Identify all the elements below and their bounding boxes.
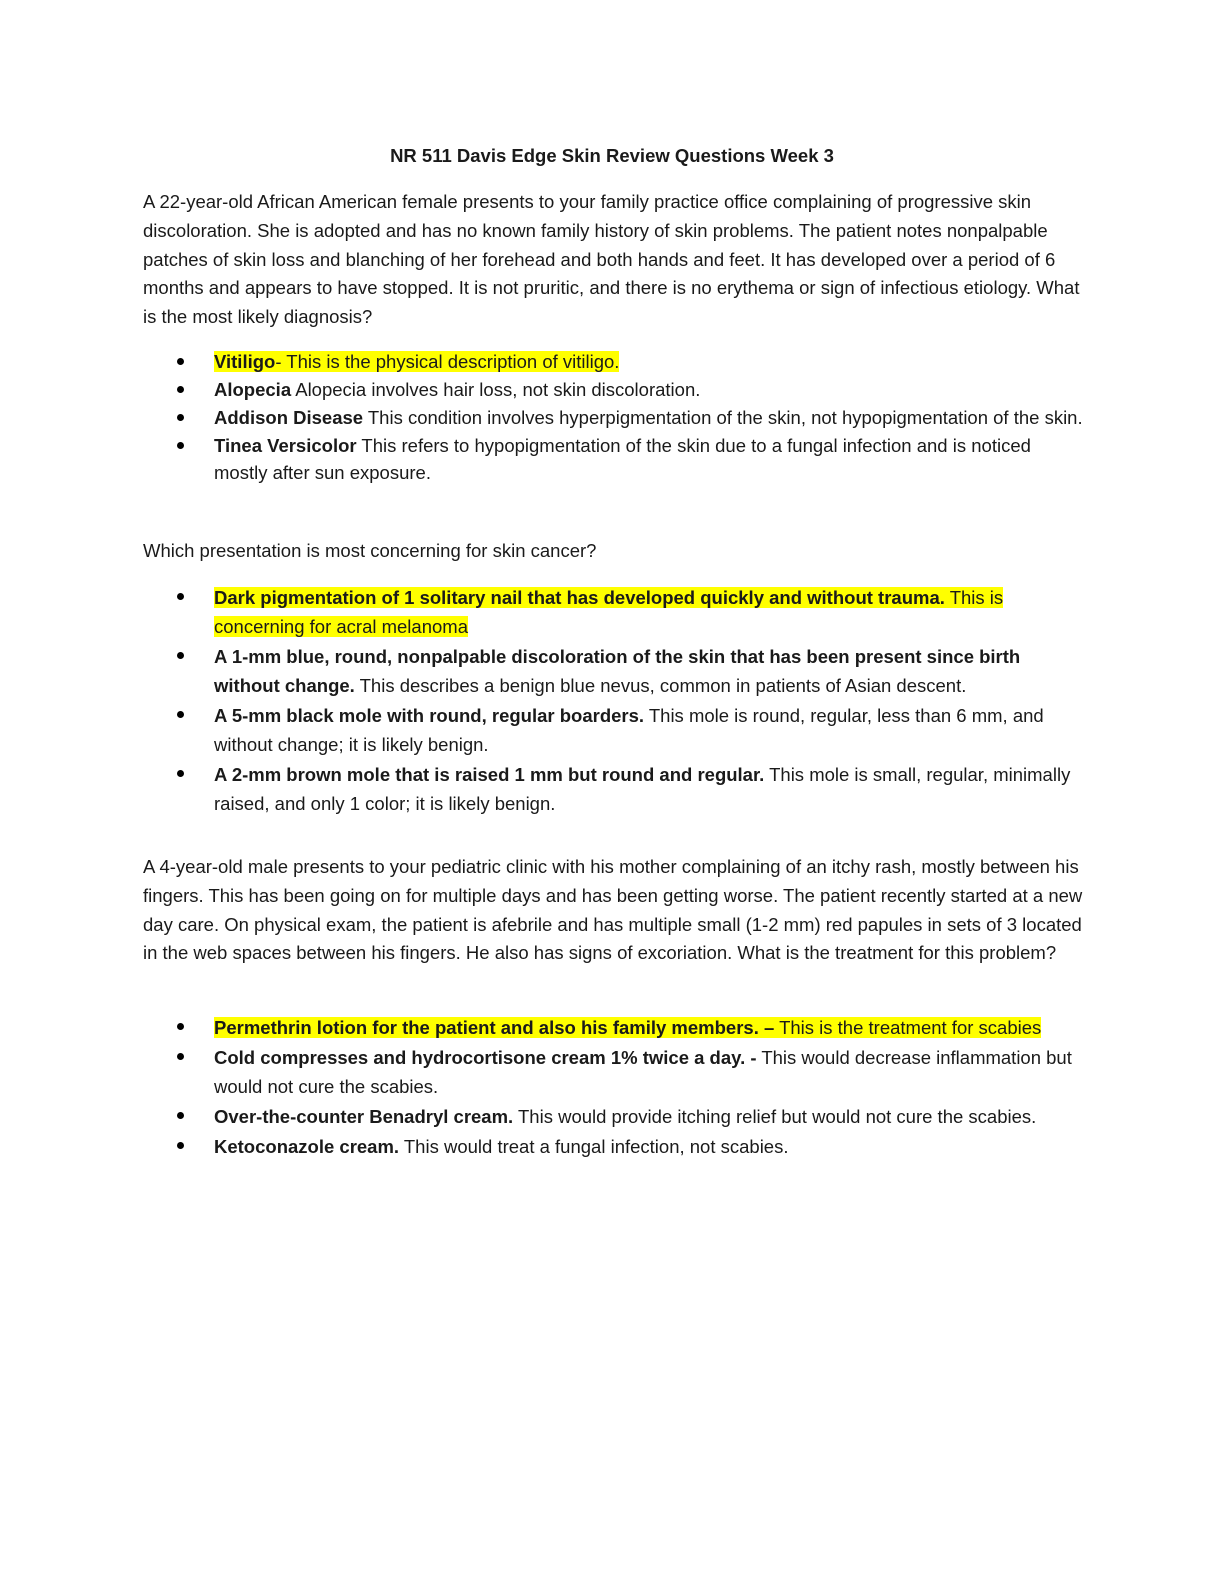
option-term: Ketoconazole cream. [214,1136,400,1157]
option-explanation: This is the treatment for scabies [774,1017,1042,1038]
option-term: Cold compresses and hydrocortisone cream 1% twice a day. - [214,1047,757,1068]
bullet-icon [177,442,184,449]
option-explanation: This mole is round, regular, less than 6 mm, and without change; it is likely benign. [214,705,1044,755]
answer-option [143,583,1083,641]
option-explanation: This would treat a fungal infection, not scabies. [399,1136,789,1157]
option-explanation: This refers to hypopigmentation of the skin due to a fungal infection and is noticed mostly after sun exposure. [214,435,1031,483]
answer-option [143,701,1083,759]
answer-option [143,376,1083,403]
bullet-icon [177,414,184,421]
bullet-icon [177,711,184,718]
bullet-icon [177,1112,184,1119]
option-explanation: - This is the physical description of vitiligo. [275,351,620,372]
answer-option [143,1102,1083,1131]
question-1-options [143,348,1083,486]
answer-option [143,1043,1083,1101]
bullet-icon [177,358,184,365]
document-title: NR 511 Davis Edge Skin Review Questions Week 3 [390,145,834,166]
answer-option [143,642,1083,700]
answer-option [143,760,1083,818]
answer-option [143,432,1083,486]
option-term: Over-the-counter Benadryl cream. [214,1106,514,1127]
option-term: Tinea Versicolor [214,435,357,456]
bullet-icon [177,1023,184,1030]
option-term: A 1-mm blue, round, nonpalpable discoloration of the skin that has been present since birth without change. [214,646,1021,696]
option-term: Addison Disease [214,407,364,428]
option-term: A 5-mm black mole with round, regular boarders. [214,705,645,726]
option-explanation: This is concerning for acral melanoma [214,587,1004,637]
option-explanation: This mole is small, regular, minimally raised, and only 1 color; it is likely benign. [214,764,1071,814]
bullet-icon [177,770,184,777]
bullet-icon [177,1053,184,1060]
answer-option [143,1013,1083,1042]
question-2-prompt: Which presentation is most concerning for skin cancer? [143,540,597,561]
option-term: Alopecia [214,379,292,400]
option-explanation: This condition involves hyperpigmentation of the skin, not hypopigmentation of the skin. [363,407,1083,428]
bullet-icon [177,652,184,659]
question-1-prompt: A 22-year-old African American female presents to your family practice office complaining of progressive skin discoloration. She is adopted and has no known family history of skin problems. The patient notes nonpalpable patches of skin loss and blanching of her forehead and both hands and feet. It has developed over a period of 6 months and appears to have stopped. It is not pruritic, and there is no erythema or sign of infectious etiology. What is the most likely diagnosis? [143,191,1080,328]
option-term: Permethrin lotion for the patient and also his family members. – [214,1017,775,1038]
question-3-options [143,1013,1083,1161]
option-term: Vitiligo [214,351,276,372]
option-term: A 2-mm brown mole that is raised 1 mm but round and regular. [214,764,765,785]
question-3-prompt: A 4-year-old male presents to your pediatric clinic with his mother complaining of an itchy rash, mostly between his fingers. This has been going on for multiple days and has been getting worse. The patient recently started at a new day care. On physical exam, the patient is afebrile and has multiple small (1-2 mm) red papules in sets of 3 located in the web spaces between his fingers. He also has signs of excoriation. What is the treatment for this problem? [143,856,1083,964]
option-explanation: This would provide itching relief but would not cure the scabies. [513,1106,1037,1127]
bullet-icon [177,593,184,600]
option-explanation: Alopecia involves hair loss, not skin discoloration. [291,379,701,400]
bullet-icon [177,386,184,393]
option-explanation: This describes a benign blue nevus, common in patients of Asian descent. [354,675,967,696]
option-explanation: This would decrease inflammation but would not cure the scabies. [214,1047,1072,1097]
answer-option [143,404,1083,431]
question-2-options [143,583,1083,818]
bullet-icon [177,1142,184,1149]
answer-option [143,348,1083,375]
answer-option [143,1132,1083,1161]
option-term: Dark pigmentation of 1 solitary nail that has developed quickly and without trauma. [214,587,945,608]
